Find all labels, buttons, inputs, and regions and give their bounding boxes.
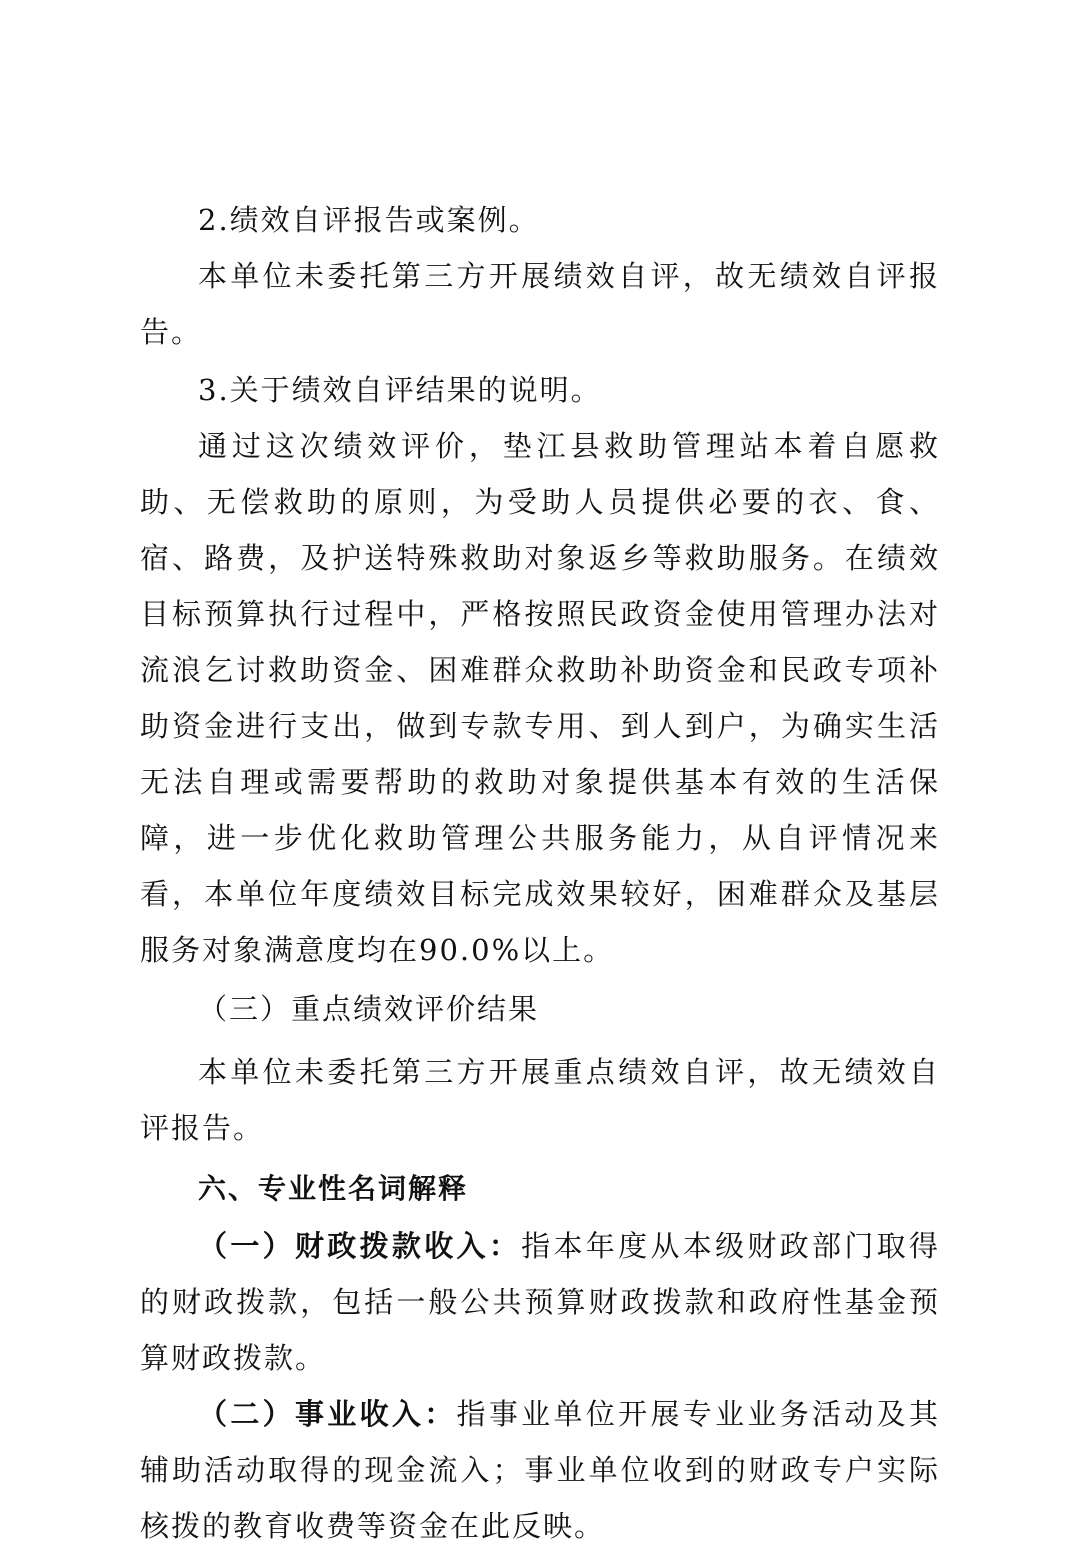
item3-body: 通过这次绩效评价，垫江县救助管理站本着自愿救助、无偿救助的原则，为受助人员提供必要的衣、食、宿、路费，及护送特殊救助对象返乡等救助服务。在绩效目标预算执行过程中，严格按照民政资金使用管理办法对流浪乞讨救助资金、困难群众救助补助资金和民政专项补助资金进行支出，做到专款专用、到人到户，为确实生活无法自理或需要帮助的救助对象提供基本有效的生活保障，进一步优化救助管理公共服务能力，从自评情况来看，本单位年度绩效目标完成效果较好，困难群众及基层服务对象满意度均在90.0%以上。 [140,429,940,967]
term1-body: 指本年度从本级财政部门取得的财政拨款，包括一般公共预算财政拨款和政府性基金预算财政拨款。 [140,1229,940,1375]
document-page [140,192,940,1554]
glossary-term-2 [140,1386,940,1554]
term2-body: 指事业单位开展专业业务活动及其辅助活动取得的现金流入；事业单位收到的财政专户实际核拨的教育收费等资金在此反映。 [140,1397,940,1543]
item3-title: 3.关于绩效自评结果的说明。 [198,373,602,407]
key-evaluation-body: 本单位未委托第三方开展重点绩效自评，故无绩效自评报告。 [140,1055,940,1145]
term2-label: （二）事业收入： [198,1397,457,1431]
glossary-heading: 六、专业性名词解释 [198,1172,469,1205]
item2-body: 本单位未委托第三方开展绩效自评，故无绩效自评报告。 [140,259,940,349]
term1-label: （一）财政拨款收入： [198,1229,522,1263]
key-evaluation-heading: （三）重点绩效评价结果 [198,992,540,1026]
glossary-term-1 [140,1218,940,1386]
item2-title: 2.绩效自评报告或案例。 [198,203,540,237]
